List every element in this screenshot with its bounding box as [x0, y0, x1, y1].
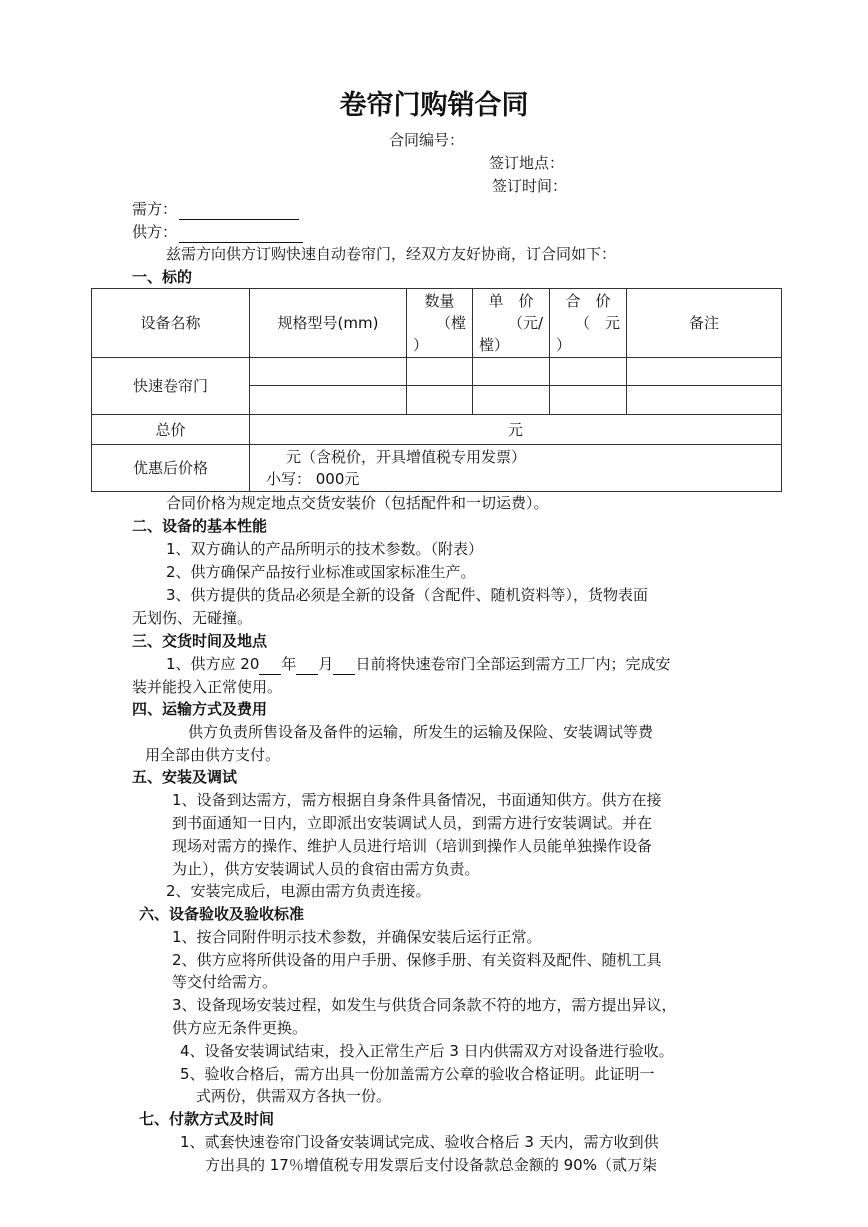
header-unit-price-line3: 樘）: [479, 336, 510, 354]
table-cell[interactable]: [407, 386, 473, 415]
table-cell[interactable]: [473, 358, 550, 386]
item-name-cell: 快速卷帘门: [92, 358, 250, 415]
table-header-row: [92, 289, 782, 358]
seller-line: [132, 221, 303, 243]
section7-item1-line1: 1、贰套快速卷帘门设备安装调试完成、验收合格后 3 天内，需方收到供: [180, 1133, 659, 1151]
header-quantity-line2: （樘: [435, 314, 466, 332]
section3-heading: 三、交货时间及地点: [132, 632, 268, 650]
buyer-line: [132, 198, 299, 220]
header-quantity: [407, 289, 473, 358]
delivery-year-prefix: 1、供方应 20: [166, 655, 260, 673]
header-quantity-line1: 数量: [424, 292, 455, 310]
section6-item5-line1: 5、验收合格后，需方出具一份加盖需方公章的验收合格证明。此证明一: [180, 1065, 655, 1083]
header-unit-price: [473, 289, 550, 358]
section2-item1: 1、双方确认的产品所明示的技术参数。（附表）: [166, 540, 484, 558]
document-title: 卷帘门购销合同: [339, 90, 529, 121]
year-label: 年: [281, 655, 297, 673]
section3-item1-line2: 装并能投入正常使用。: [132, 678, 283, 696]
seller-blank[interactable]: [179, 226, 303, 243]
section5-item1-line2: 到书面通知一日内，立即派出安装调试人员，到需方进行安装调试。并在: [172, 814, 653, 832]
header-total-price-line1: 合 价: [565, 292, 611, 310]
discount-line2: 小写： 000元: [266, 470, 360, 488]
price-note: 合同价格为规定地点交货安装价（包括配件和一切运费）。: [166, 494, 549, 512]
discount-label: 优惠后价格: [92, 445, 250, 492]
table-row: [92, 358, 782, 386]
header-remark: 备注: [627, 289, 782, 358]
header-equipment-name: 设备名称: [92, 289, 250, 358]
day-blank[interactable]: [333, 658, 355, 675]
intro-paragraph: 兹需方向供方订购快速自动卷帘门，经双方友好协商，订合同如下：: [166, 245, 617, 263]
section4-line1: 供方负责所售设备及备件的运输，所发生的运输及保险、安装调试等费: [188, 723, 654, 741]
section5-heading: 五、安装及调试: [132, 768, 238, 786]
total-value: 元: [250, 415, 782, 445]
section6-item4: 4、设备安装调试结束，投入正常生产后 3 日内供需双方对设备进行验收。: [180, 1042, 674, 1060]
header-unit-price-line1: 单 价: [488, 292, 534, 310]
section3-item1-line1: [166, 653, 670, 675]
section5-item1-line3: 现场对需方的操作、维护人员进行培训（培训到操作人员能单独操作设备: [172, 837, 653, 855]
table-cell[interactable]: [627, 386, 782, 415]
table-cell[interactable]: [550, 386, 627, 415]
discount-row: [92, 445, 782, 492]
year-blank[interactable]: [259, 658, 281, 675]
sign-place-label: 签订地点：: [489, 154, 565, 172]
section7-heading: 七、付款方式及时间: [139, 1110, 275, 1128]
section6-item2-line2: 等交付给需方。: [172, 973, 278, 991]
header-model: 规格型号(mm): [250, 289, 407, 358]
section2-item3-line1: 3、供方提供的货品必须是全新的设备（含配件、随机资料等），货物表面: [166, 586, 649, 604]
section6-item3-line2: 供方应无条件更换。: [172, 1019, 308, 1037]
section6-heading: 六、设备验收及验收标准: [139, 905, 305, 923]
buyer-label: 需方：: [132, 200, 178, 218]
table-cell[interactable]: [250, 386, 407, 415]
seller-label: 供方：: [132, 223, 178, 241]
header-total-price-line3: ）: [556, 336, 572, 354]
section7-item1-line2: 方出具的 17％增值税专用发票后支付设备款总金额的 90%（贰万柒: [205, 1156, 657, 1174]
table-cell[interactable]: [550, 358, 627, 386]
section4-line2: 用全部由供方支付。: [145, 746, 281, 764]
discount-line1: 元（含税价，开具增值税专用发票）: [286, 448, 527, 466]
table-cell[interactable]: [250, 358, 407, 386]
header-total-price: [550, 289, 627, 358]
section4-heading: 四、运输方式及费用: [132, 700, 268, 718]
section1-heading: 一、标的: [132, 268, 193, 286]
section6-item5-line2: 式两份，供需双方各执一份。: [196, 1087, 392, 1105]
total-row: [92, 415, 782, 445]
header-unit-price-line2: （元/: [507, 314, 543, 332]
section5-item1-line1: 1、设备到达需方，需方根据自身条件具备情况，书面通知供方。供方在接: [172, 791, 662, 809]
section2-heading: 二、设备的基本性能: [132, 517, 268, 535]
month-blank[interactable]: [296, 658, 318, 675]
section2-item2: 2、供方确保产品按行业标准或国家标准生产。: [166, 563, 476, 581]
contract-number-label: 合同编号：: [389, 131, 465, 149]
section6-item1: 1、按合同附件明示技术参数，并确保安装后运行正常。: [172, 928, 542, 946]
section2-item3-line2: 无划伤、无碰撞。: [132, 609, 253, 627]
table-cell[interactable]: [407, 358, 473, 386]
section6-item2-line1: 2、供方应将所供设备的用户手册、保修手册、有关资料及配件、随机工具: [172, 951, 662, 969]
sign-time-label: 签订时间：: [492, 177, 568, 195]
total-label: 总价: [92, 415, 250, 445]
section5-item2: 2、安装完成后，电源由需方负责连接。: [166, 882, 431, 900]
header-quantity-line3: ）: [413, 336, 429, 354]
buyer-blank[interactable]: [179, 203, 299, 220]
header-total-price-line2: （ 元: [574, 314, 620, 332]
delivery-text: 日前将快速卷帘门全部运到需方工厂内；完成安: [355, 655, 671, 673]
table-cell[interactable]: [627, 358, 782, 386]
discount-value: [250, 445, 782, 492]
table-cell[interactable]: [473, 386, 550, 415]
equipment-table: [91, 288, 782, 492]
section6-item3-line1: 3、设备现场安装过程，如发生与供货合同条款不符的地方，需方提出异议，: [172, 996, 677, 1014]
section5-item1-line4: 为止），供方安装调试人员的食宿由需方负责。: [172, 860, 480, 878]
month-label: 月: [318, 655, 334, 673]
